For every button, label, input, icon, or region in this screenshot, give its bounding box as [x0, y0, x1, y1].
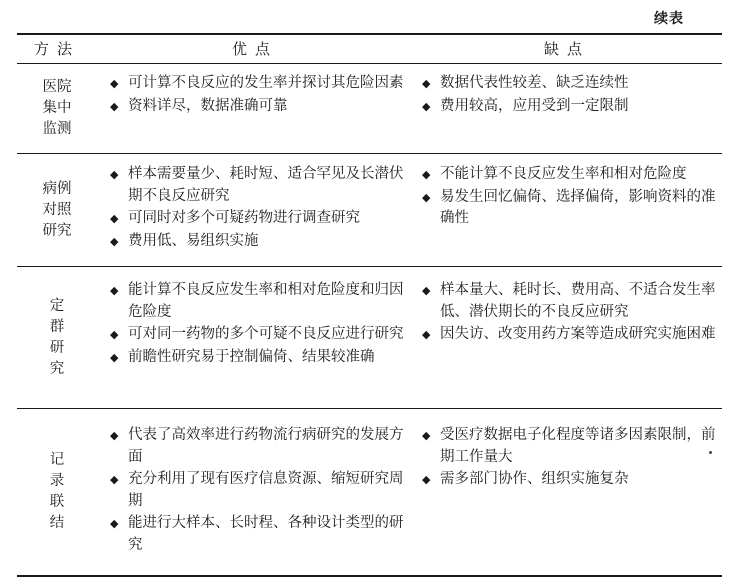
method-text: 医院	[42, 79, 72, 95]
pros-item-text: 费用低、易组织实施	[128, 232, 259, 249]
cons-item	[422, 425, 718, 468]
method-text: 集中	[42, 100, 72, 116]
diamond-bullet-icon: ◆	[110, 212, 119, 225]
diamond-bullet-icon: ◆	[110, 429, 119, 442]
method-text: 录	[49, 473, 65, 489]
diamond-bullet-icon: ◆	[110, 168, 119, 181]
pros-item-text: 可同时对多个可疑药物进行调查研究	[128, 210, 360, 226]
header-rule	[17, 63, 722, 64]
method-text: 究	[49, 360, 65, 377]
diamond-bullet-icon: ◆	[422, 328, 431, 341]
pros-cell	[110, 425, 408, 557]
pros-item	[110, 469, 408, 512]
cons-item	[422, 187, 718, 230]
method-text: 病例	[42, 180, 72, 197]
diamond-bullet-icon: ◆	[422, 99, 431, 113]
pros-item	[110, 231, 408, 253]
method-cell	[17, 64, 97, 153]
method-cell	[17, 409, 97, 575]
pros-item-text: 可对同一药物的多个可疑不良反应进行研究	[128, 326, 404, 342]
pros-item	[110, 96, 408, 118]
diamond-bullet-icon: ◆	[110, 328, 119, 341]
cons-item	[422, 96, 718, 118]
diamond-bullet-icon: ◆	[422, 429, 431, 442]
header-pros: 优点	[231, 40, 278, 58]
table-top-rule	[17, 33, 722, 35]
method-cell	[17, 267, 97, 408]
cons-item-text: 样本量大、耗时长、费用高、不适合发生率低、潜伏期长的不良反应研究	[440, 282, 716, 320]
cons-item-text: 数据代表性较差、缺乏连续性	[440, 75, 629, 91]
header-cons: 缺点	[543, 40, 590, 58]
cons-item-text: 易发生回忆偏倚、选择偏倚，影响资料的准确性	[440, 188, 716, 226]
method-text: 群	[49, 318, 65, 335]
method-cell	[17, 154, 97, 266]
pros-cell	[110, 164, 408, 253]
diamond-bullet-icon: ◆	[422, 473, 431, 486]
pros-item-text: 代表了高效率进行药物流行病研究的发展方面	[128, 427, 404, 465]
pros-item-text: 样本需要量少、耗时短、适合罕见及长潜伏期不良反应研究	[128, 166, 404, 204]
diamond-bullet-icon: ◆	[110, 77, 119, 90]
pros-item	[110, 513, 408, 556]
cons-item	[422, 469, 718, 491]
table-bottom-rule	[17, 575, 722, 577]
pros-item-text: 资料详尽，数据准确可靠	[128, 97, 288, 114]
stray-dot-mark	[709, 451, 712, 454]
method-text: 定	[49, 297, 65, 314]
diamond-bullet-icon: ◆	[422, 284, 431, 297]
pros-item	[110, 73, 408, 95]
method-text: 研究	[42, 222, 72, 239]
row-divider-3	[17, 408, 722, 409]
cons-cell	[422, 164, 718, 231]
cons-item-text: 不能计算不良反应发生率和相对危险度	[440, 166, 687, 182]
diamond-bullet-icon: ◆	[110, 234, 119, 248]
pros-item-text: 能计算不良反应发生率和相对危险度和归因危险度	[128, 282, 404, 320]
diamond-bullet-icon: ◆	[422, 77, 431, 90]
pros-item-text: 前瞻性研究易于控制偏倚、结果较准确	[128, 348, 375, 365]
diamond-bullet-icon: ◆	[110, 517, 119, 530]
pros-item	[110, 280, 408, 323]
row-divider-1	[17, 153, 722, 154]
diamond-bullet-icon: ◆	[422, 190, 431, 204]
method-text: 结	[49, 515, 65, 531]
pros-item	[110, 164, 408, 207]
method-text: 联	[49, 494, 65, 510]
method-text: 监测	[42, 121, 72, 137]
diamond-bullet-icon: ◆	[110, 473, 119, 486]
cons-cell	[422, 425, 718, 492]
cons-item-text: 因失访、改变用药方案等造成研究实施困难	[440, 326, 716, 342]
diamond-bullet-icon: ◆	[110, 284, 119, 297]
header-method: 方法	[33, 40, 80, 58]
row-divider-2	[17, 266, 722, 267]
pros-item	[110, 208, 408, 230]
method-text: 研	[49, 339, 65, 356]
pros-item-text: 能进行大样本、长时程、各种设计类型的研究	[128, 515, 404, 553]
continued-label: 续表	[654, 11, 684, 27]
pros-item-text: 充分利用了现有医疗信息资源、缩短研究周期	[128, 471, 404, 509]
pros-cell	[110, 73, 408, 118]
cons-item-text: 受医疗数据电子化程度等诸多因素限制，前期工作量大	[440, 427, 716, 465]
pros-item	[110, 347, 408, 369]
cons-cell	[422, 73, 718, 118]
diamond-bullet-icon: ◆	[110, 99, 119, 113]
pros-item	[110, 425, 408, 468]
pros-item-text: 可计算不良反应的发生率并探讨其危险因素	[128, 75, 404, 91]
cons-item-text: 费用较高，应用受到一定限制	[440, 97, 629, 114]
diamond-bullet-icon: ◆	[422, 168, 431, 181]
cons-item	[422, 280, 718, 323]
pros-cell	[110, 280, 408, 369]
cons-cell	[422, 280, 718, 347]
cons-item	[422, 164, 718, 186]
cons-item	[422, 73, 718, 95]
method-text: 对照	[42, 201, 72, 218]
method-text: 记	[49, 452, 65, 468]
cons-item-text: 需多部门协作、组织实施复杂	[440, 471, 629, 487]
cons-item	[422, 324, 718, 346]
diamond-bullet-icon: ◆	[110, 350, 119, 364]
pros-item	[110, 324, 408, 346]
